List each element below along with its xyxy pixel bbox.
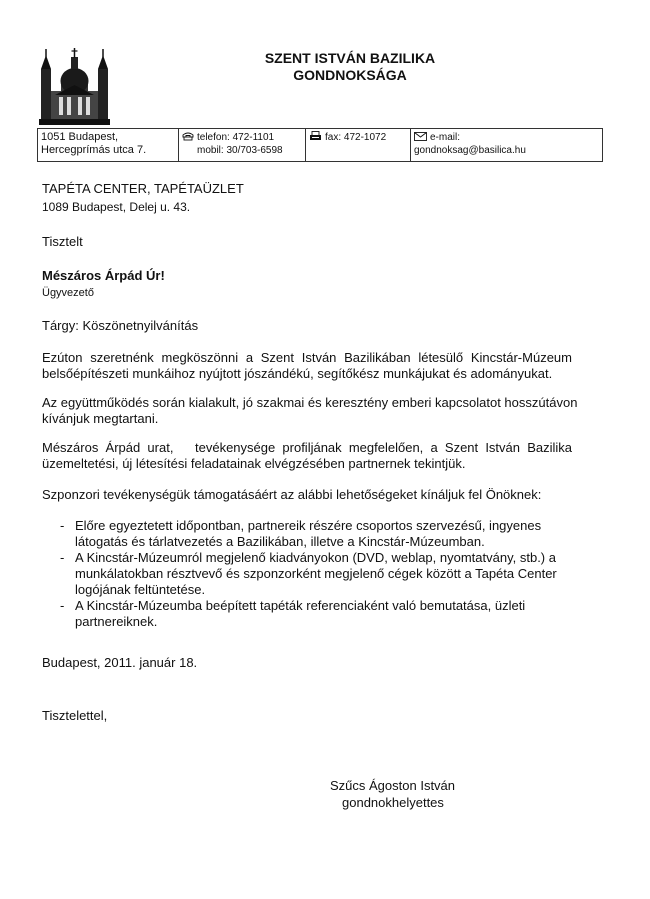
salutation: Tisztelt <box>42 234 83 249</box>
org-line-2: GONDNOKSÁGA <box>293 67 407 83</box>
recipient-address: 1089 Budapest, Delej u. 43. <box>42 200 191 214</box>
phone-number: telefon: 472-1101 <box>197 132 275 143</box>
address-line-1: 1051 Budapest, <box>41 131 119 143</box>
signatory-role: gondnokhelyettes <box>342 795 444 810</box>
bullet-1-line-1: - Előre egyeztetett időpontban, partnereik részére csoportos szervezésű, ingyenes <box>75 518 542 533</box>
organization-name <box>220 50 480 84</box>
paragraph-3 <box>42 440 572 472</box>
address-cell <box>38 129 179 162</box>
paragraph-1 <box>42 350 572 382</box>
fax-cell <box>306 129 411 162</box>
bullet-3-line-1: - A Kincstár-Múzeumba beépített tapéták referenciaként való bemutatása, üzleti <box>75 598 526 613</box>
signatory-name: Szűcs Ágoston István <box>330 778 456 793</box>
bullet-3-line-2: partnereiknek. <box>75 614 158 629</box>
subject-line: Tárgy: Köszönetnyilvánítás <box>42 318 199 333</box>
mobile-number: mobil: 30/703-6598 <box>197 145 283 156</box>
phone-cell <box>179 129 306 162</box>
bullet-1-line-2: látogatás és tárlatvezetés a Bazilikában, illetve a Kincstár-Múzeumban. <box>75 534 485 549</box>
org-line-1: SZENT ISTVÁN BAZILIKA <box>264 50 436 66</box>
fax-icon <box>309 131 322 141</box>
email-label: e-mail: <box>430 132 461 143</box>
address-line-2: Hercegprímás utca 7. <box>41 144 147 156</box>
contact-table <box>37 128 603 162</box>
bullet-2-line-2: munkálatokban résztvevő és szponzorként megjelenő cégek között a Tapéta Center <box>75 566 557 581</box>
list-item <box>42 518 572 550</box>
recipient-name: Mészáros Árpád Úr! <box>42 268 165 283</box>
paragraph-3-line-1: Mészáros Árpád urat, tevékenysége profiljának megfelelően, a Szent István Bazilika <box>42 440 572 455</box>
paragraph-2-line-1: Az együttműködés során kialakult, jó szakmai és keresztény emberi kapcsolatot hosszútávon <box>42 395 578 410</box>
recipient-company: TAPÉTA CENTER, TAPÉTAÜZLET <box>42 181 244 196</box>
list-item <box>42 598 572 630</box>
offer-list <box>42 518 572 630</box>
basilica-logo <box>37 45 112 127</box>
paragraph-1-line-1: Ezúton szeretnénk megköszönni a Szent István Bazilikában létesülő Kincstár-Múzeum <box>42 350 572 365</box>
list-item <box>42 550 572 598</box>
phone-icon <box>182 132 194 141</box>
letter-date: Budapest, 2011. január 18. <box>42 655 198 670</box>
fax-number: fax: 472-1072 <box>325 132 387 143</box>
bullet-2-line-3: logójának feltüntetése. <box>75 582 206 597</box>
closing: Tisztelettel, <box>42 708 108 723</box>
recipient-title: Ügyvezető <box>42 287 94 299</box>
paragraph-2 <box>42 395 578 427</box>
paragraph-3-line-2: üzemeltetési, új létesítési feladatainak elvégzésében partnernek tekintjük. <box>42 456 466 471</box>
email-cell <box>411 129 603 162</box>
paragraph-1-line-2: belsőépítészeti munkáihoz nyújtott jószándékú, segítőkész munkájukat és adományukat. <box>42 366 553 381</box>
envelope-icon <box>414 132 427 141</box>
bullet-2-line-1: - A Kincstár-Múzeumról megjelenő kiadványokon (DVD, weblap, nyomtatvány, stb.) a <box>75 550 556 565</box>
paragraph-2-line-2: kívánjuk megtartani. <box>42 411 159 426</box>
email-address: gondnoksag@basilica.hu <box>414 145 526 156</box>
paragraph-4: Szponzori tevékenységük támogatásáért az alábbi lehetőségeket kínáljuk fel Önöknek: <box>42 487 542 502</box>
